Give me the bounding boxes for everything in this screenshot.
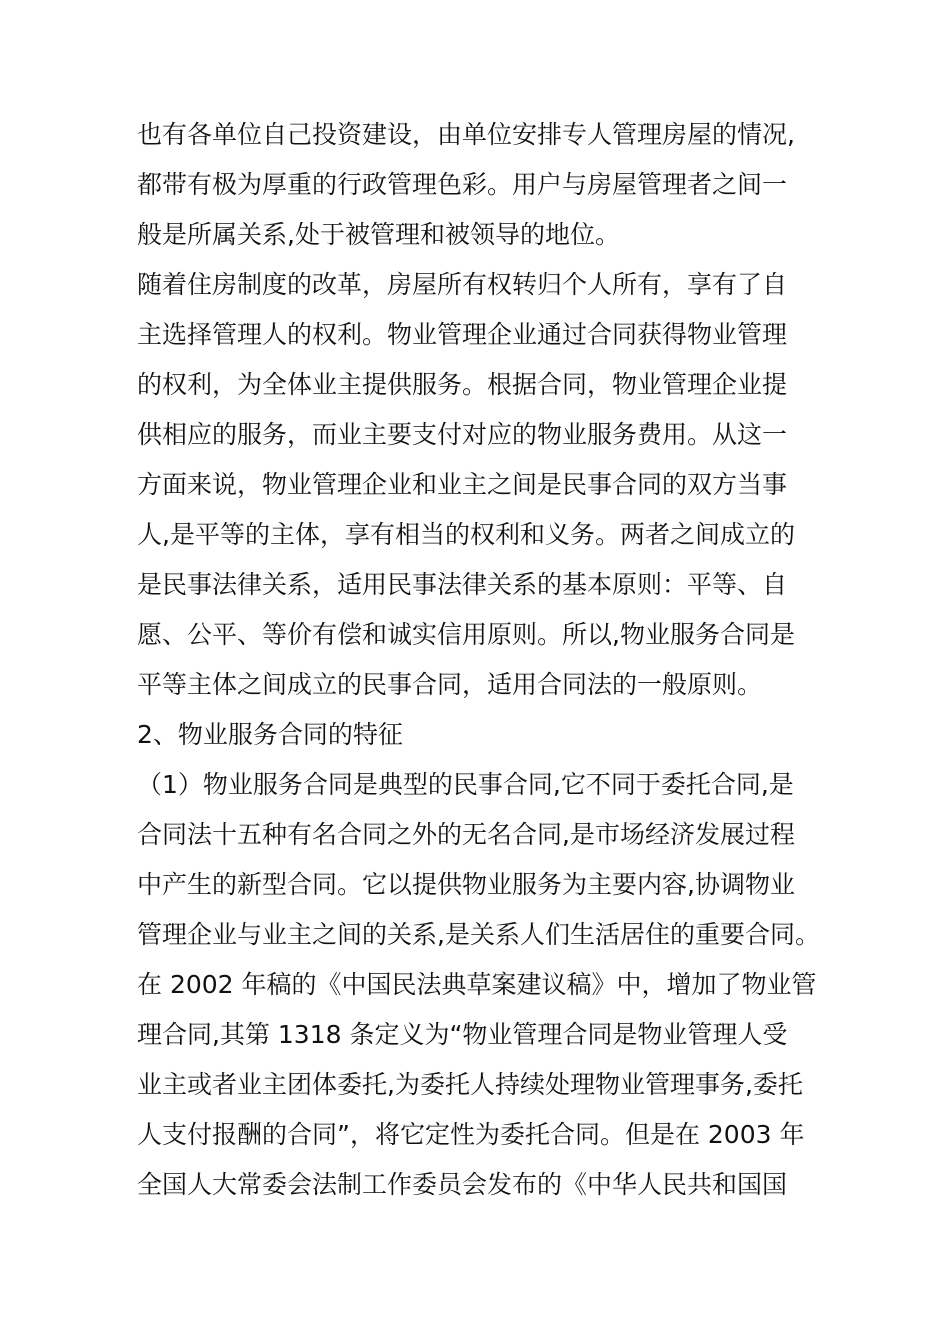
text-line: 在 2002 年稿的《中国民法典草案建议稿》中，增加了物业管 (137, 970, 817, 999)
text-line: 的权利，为全体业主提供服务。根据合同，物业管理企业提 (137, 370, 788, 399)
text-line: 都带有极为厚重的行政管理色彩。用户与房屋管理者之间一 (137, 170, 788, 199)
text-line: 人支付报酬的合同”，将它定性为委托合同。但是在 2003 年 (137, 1120, 805, 1149)
text-line: 随着住房制度的改革，房屋所有权转归个人所有，享有了自 (137, 270, 788, 299)
text-line: 愿、公平、等价有偿和诚实信用原则。所以,物业服务合同是 (137, 620, 795, 649)
text-line: 是民事法律关系，适用民事法律关系的基本原则：平等、自 (137, 570, 788, 599)
text-line: 业主或者业主团体委托,为委托人持续处理物业管理事务,委托 (137, 1070, 803, 1099)
text-line: 平等主体之间成立的民事合同，适用合同法的一般原则。 (137, 670, 763, 699)
text-line: 供相应的服务，而业主要支付对应的物业服务费用。从这一 (137, 420, 788, 449)
text-line: 中产生的新型合同。它以提供物业服务为主要内容,协调物业 (137, 870, 795, 899)
text-line: 全国人大常委会法制工作委员会发布的《中华人民共和国国 (137, 1170, 788, 1199)
text-line: 管理企业与业主之间的关系,是关系人们生活居住的重要合同。 (137, 920, 820, 949)
text-line: 也有各单位自己投资建设，由单位安排专人管理房屋的情况, (137, 120, 795, 149)
text-line: 方面来说，物业管理企业和业主之间是民事合同的双方当事 (137, 470, 788, 499)
text-line: 理合同,其第 1318 条定义为“物业管理合同是物业管理人受 (137, 1020, 788, 1049)
text-line: （1）物业服务合同是典型的民事合同,它不同于委托合同,是 (137, 770, 794, 799)
text-line: 人,是平等的主体，享有相当的权利和义务。两者之间成立的 (137, 520, 795, 549)
text-line: 合同法十五种有名合同之外的无名合同,是市场经济发展过程 (137, 820, 795, 849)
text-line: 般是所属关系,处于被管理和被领导的地位。 (137, 220, 620, 249)
body-text (137, 110, 827, 1210)
text-line: 主选择管理人的权利。物业管理企业通过合同获得物业管理 (137, 320, 788, 349)
section-heading: 2、物业服务合同的特征 (137, 720, 403, 749)
